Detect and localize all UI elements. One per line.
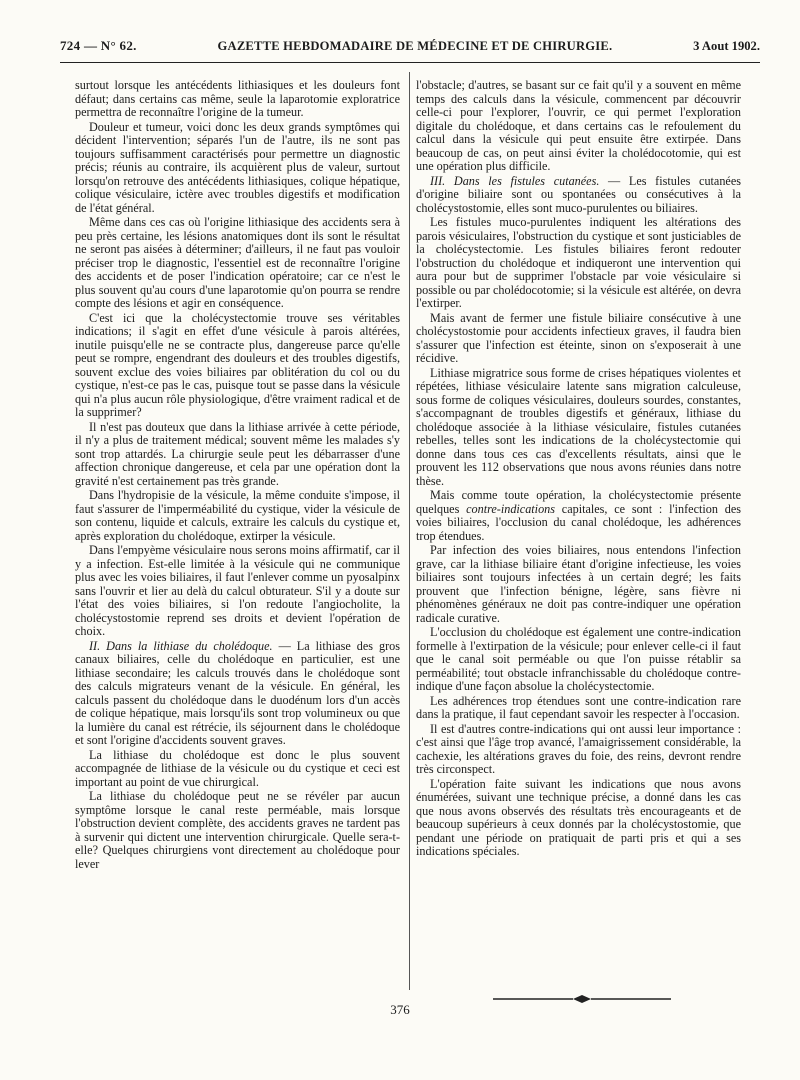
paragraph: Mais avant de fermer une fistule biliaire consécutive à une cholécystostomie pour accidents infectieux graves, il faudra bien s'assurer que l'infection est éteinte, sinon on s'exposerait à une récidive. [416, 310, 741, 365]
paragraph: Les fistules muco-purulentes indiquent les altérations des parois vésiculaires, l'obstruction du cystique et sont justiciables de la cholécystectomie. Les fistules biliaires feront redouter l'obstruction du cholédoque et indiqueront une intervention qui aura pour but de supprimer l'obstacle par voie vésiculaire si possible ou par cholédocotomie; si la vésicule est altérée, on devra l'extirper. [416, 215, 741, 310]
paragraph: La lithiase du cholédoque peut ne se révéler par aucun symptôme lorsque le canal reste perméable, mais lorsque l'obstruction devient complète, des accidents graves ne tardent pas à survenir qui dictent une intervention chirurgicale. Quelle sera-t-elle? Quelques chirurgiens vont directement au cholédoque pour lever [75, 789, 400, 871]
paragraph: Il est d'autres contre-indications qui ont aussi leur importance : c'est ainsi que l'âge trop avancé, l'amaigrissement considérable, la cachexie, les altérations graves du foie, des reins, devront rendre très circonspect. [416, 721, 741, 776]
paragraph: Il n'est pas douteux que dans la lithiase arrivée à cette période, il n'y a plus de traitement médical; souvent même les malades s'y sont trop attardés. La chirurgie seule peut les débarrasser d'une affection chronique dangereuse, et cela par une opération dont la gravité n'est certainement pas très grande. [75, 419, 400, 488]
paragraph: Dans l'hydropisie de la vésicule, la même conduite s'impose, il faut s'assurer de l'imperméabilité du cystique, vider la vésicule de son contenu, liquide et calculs, extraire les calculs du cystique et, après exploration du cholédoque, extirper la vésicule. [75, 488, 400, 543]
paragraph: surtout lorsque les antécédents lithiasiques et les douleurs font défaut; dans certains cas même, seule la laparotomie exploratrice permettra de reconnaître l'origine de la tumeur. [75, 78, 400, 119]
paragraph: L'opération faite suivant les indications que nous avons énumérées, suivant une technique précise, a donné dans les cas que nous avons observés des résultats très encourageants et de beaucoup supérieurs à ceux donnés par la cholécystostomie, que pendant une période on pratiquait de parti pris et qui a ses indications spéciales. [416, 776, 741, 858]
paragraph: Même dans ces cas où l'origine lithiasique des accidents sera à peu près certaine, les lésions anatomiques dont ils sont le résultat ne seront pas aisées à déterminer; d'ailleurs, il ne faut pas vouloir préciser trop le diagnostic, l'essentiel est de reconnaître l'origine des accidents et de poser l'indication opératoire; car ce n'est le plus souvent qu'au cours d'une laparotomie qu'on pourra se rendre compte des lésions et agir en conséquence. [75, 215, 400, 310]
paragraph-contre-indications [416, 489, 741, 543]
paragraph-section-ii [75, 640, 400, 748]
paragraph: La lithiase du cholédoque est donc le plus souvent accompagnée de lithiase de la vésicule ou du cystique et ceci est important au point de vue chirurgical. [75, 747, 400, 789]
paragraph: C'est ici que la cholécystectomie trouve ses véritables indications; il s'agit en effet d'une vésicule à parois altérées, inutile puisqu'elle ne se contracte plus, dangereuse parce qu'elle peut se rompre, engendrant des douleurs et des troubles digestifs, souvent exclue des voies biliaires par oblitération du col ou du cystique, n'est-ce pas le cas, puisque tout se passe dans la vésicule qui n'a plus aucun rôle physiologique, d'être vraiment radical et de la supprimer? [75, 310, 400, 419]
paragraph-section-iii [416, 175, 741, 216]
section-heading: II. Dans la lithiase du cholédoque. [89, 638, 273, 653]
paragraph: l'obstacle; d'autres, se basant sur ce fait qu'il y a souvent en même temps des calculs dans la vésicule, commencent par découvrir celle-ci pour l'explorer, l'ouvrir, ce qui permet l'exploration digitale du cholédoque, et dans certains cas le refoulement du calcul dans la vésicule qui peut ensuite être extirpée. Dans beaucoup de cas, on peut ainsi éviter la cholédocotomie, qui est une opération plus difficile. [416, 78, 741, 173]
paragraph-text: Mais comme toute opération, la cholécystectomie présente quelques [416, 488, 741, 516]
page-number: 376 [390, 1002, 410, 1017]
right-column [416, 79, 741, 860]
page-reference: 724 — N° 62. [60, 38, 137, 53]
paragraph: L'occlusion du cholédoque est également une contre-indication formelle à l'extirpation de la vésicule; pour enlever celle-ci il faut que le canal soit perméable ou que l'on puisse rétablir sa perméabilité; tout obstacle infranchissable du cholédoque contre-indique d'une façon absolue la cholécystectomie. [416, 625, 741, 693]
paragraph-text: capitales, ce sont : l'infection des voies biliaires, l'occlusion du canal cholédoque, les adhérences trop étendues. [416, 501, 741, 543]
paragraph: Par infection des voies biliaires, nous entendons l'infection grave, car la lithiase biliaire étant d'origine infectieuse, les voies biliaires sont toujours infectées à un certain degré; les faits prouvent que l'infection bénigne, légère, sans fièvre ni phénomènes généraux ne doit pas contre-indiquer une opération radicale curative. [416, 543, 741, 625]
paragraph: Douleur et tumeur, voici donc les deux grands symptômes qui décident l'intervention; séparés l'un de l'autre, ils ne sont pas toujours suffisamment caractérisés pour permettre un diagnostic précis; réunis au contraire, ils acquièrent plus de valeur, surtout lorsqu'on retrouve des antécédents lithiasiques, colique hépatique, colique vésiculaire, ictère avec troubles digestifs et modification de l'état général. [75, 119, 400, 215]
paragraph: Les adhérences trop étendues sont une contre-indication rare dans la pratique, il faut cependant savoir les respecter à l'occasion. [416, 693, 741, 721]
column-divider [409, 72, 410, 990]
paragraph-text: — Les fistules cutanées d'origine biliaire sont ou spontanées ou consécutives à la cholécystostomie, elles sont muco-purulentes ou biliaires. [416, 173, 741, 215]
journal-title: GAZETTE HEBDOMADAIRE DE MÉDECINE ET DE CHIRURGIE. [217, 39, 613, 53]
paragraph-text: — La lithiase des gros canaux biliaires, celle du cholédoque en particulier, est une lithiase secondaire; les calculs trouvés dans le cholédoque sont des calculs migrateurs venant de la vésicule. En général, les calculs passent du cholédoque dans le duodénum lors d'un accès de colique hépatique, mais lorsqu'ils sont trop volumineux ou que la lumière du canal est rétrécie, ils séjournent dans le cholédoque et sont l'origine d'accidents souvent graves. [75, 638, 400, 747]
header-rule [60, 62, 760, 63]
running-header [60, 38, 760, 60]
paragraph: Dans l'empyème vésiculaire nous serons moins affirmatif, car il y a infection. Est-elle limitée à la vésicule qui ne communique plus avec les voies biliaires, il faut l'enlever comme un pyosalpinx sans l'ouvrir et lier au delà du calcul obturateur. S'il y a doute sur l'état des voies biliaires, si l'on redoute l'angiocholite, la cholécystostomie reprend ses droits et devient l'opération de choix. [75, 543, 400, 638]
section-heading: III. Dans les fistules cutanées. [430, 173, 600, 188]
issue-date: 3 Aout 1902. [693, 39, 760, 53]
paragraph: Lithiase migratrice sous forme de crises hépatiques violentes et répétées, lithiase vésiculaire latente sans migration calculeuse, sous forme de coliques vésiculaires, douleurs sourdes, constantes, s'accompagnant de troubles digestifs et généraux, lithiase du cholédoque associée à la lithiase vésiculaire, fistules cutanées rebelles, telles sont les indications de la cholécystectomie qui donne dans tous ces cas d'excellents résultats, ainsi que le prouvent les 112 observations que nous avons réunies dans notre thèse. [416, 365, 741, 488]
emphasis-term: contre-indications [466, 501, 556, 516]
left-column [75, 79, 400, 872]
